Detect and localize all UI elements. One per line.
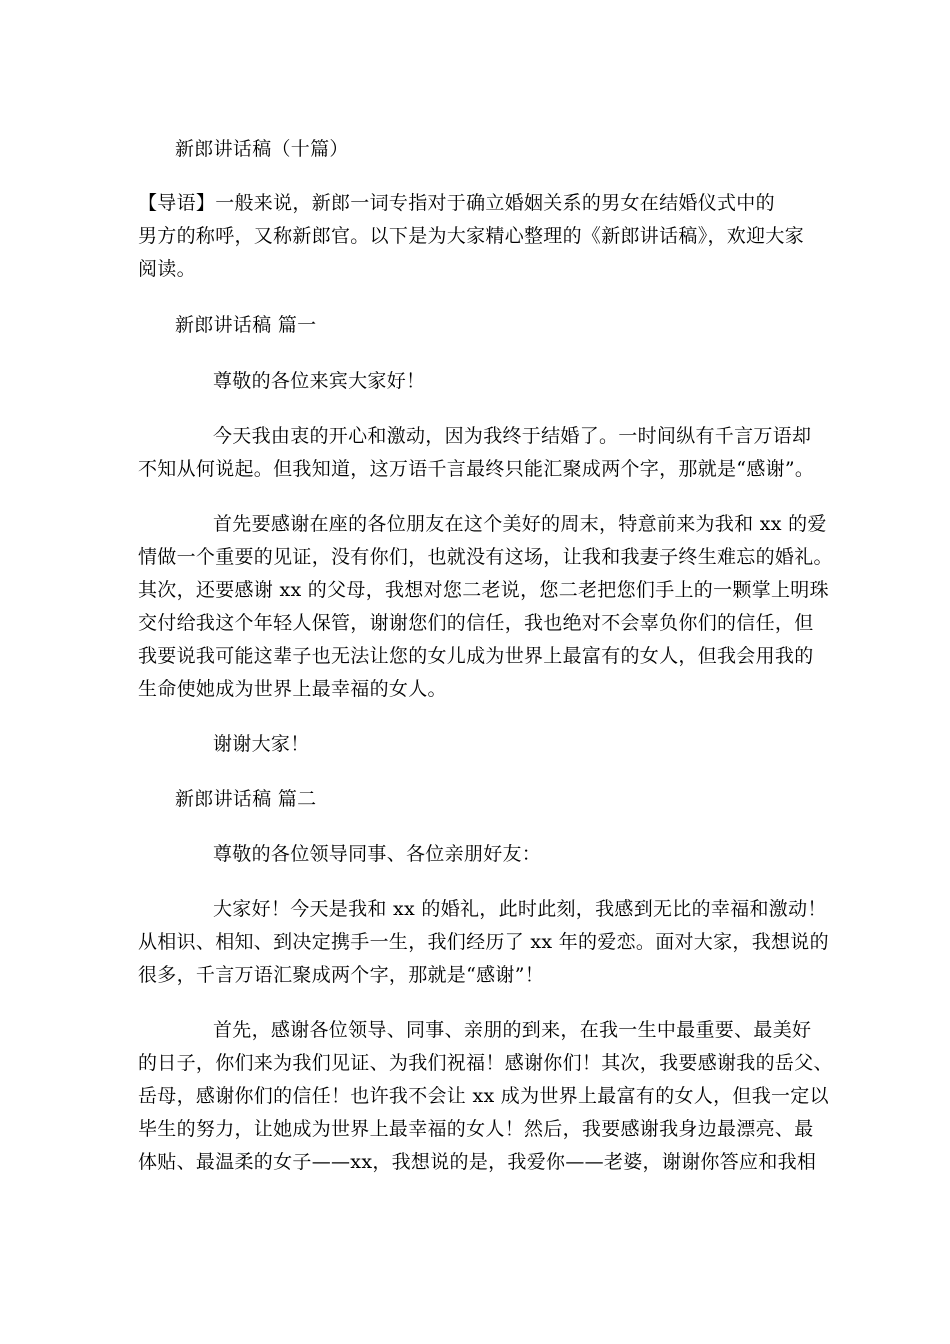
- intro-line: 阅读。: [138, 258, 196, 280]
- paragraph-line: 大家好！今天是我和 xx 的婚礼，此时此刻，我感到无比的幸福和激动！: [213, 898, 827, 920]
- paragraph-line: 情做一个重要的见证，没有你们，也就没有这场，让我和我妻子终生难忘的婚礼。: [138, 546, 833, 568]
- document-title: 新郎讲话稿（十篇）: [175, 138, 349, 160]
- paragraph-line: 我要说我可能这辈子也无法让您的女儿成为世界上最富有的女人，但我会用我的: [138, 645, 814, 667]
- paragraph-line: 很多，千言万语汇聚成两个字，那就是“感谢”！: [138, 964, 545, 986]
- paragraph-line: 首先要感谢在座的各位朋友在这个美好的周末，特意前来为我和 xx 的爱: [213, 513, 827, 535]
- paragraph-line: 交付给我这个年轻人保管，谢谢您们的信任，我也绝对不会辜负你们的信任，但: [138, 612, 814, 634]
- paragraph-line: 其次，还要感谢 xx 的父母，我想对您二老说，您二老把您们手上的一颗掌上明珠: [138, 579, 829, 601]
- intro-line: 男方的称呼，又称新郎官。以下是为大家精心整理的《新郎讲话稿》，欢迎大家: [138, 225, 805, 247]
- paragraph-line: 的日子，你们来为我们见证、为我们祝福！感谢你们！其次，我要感谢我的岳父、: [138, 1052, 833, 1074]
- paragraph-line: 从相识、相知、到决定携手一生，我们经历了 xx 年的爱恋。面对大家，我想说的: [138, 931, 829, 953]
- section-heading-1: 新郎讲话稿 篇一: [175, 314, 317, 336]
- paragraph-line: 不知从何说起。但我知道，这万语千言最终只能汇聚成两个字，那就是“感谢”。: [138, 458, 815, 480]
- paragraph-line: 首先，感谢各位领导、同事、亲朋的到来，在我一生中最重要、最美好: [213, 1019, 812, 1041]
- intro-line: 【导语】一般来说，新郎一词专指对于确立婚姻关系的男女在结婚仪式中的: [138, 192, 775, 214]
- paragraph-line: 今天我由衷的开心和激动，因为我终于结婚了。一时间纵有千言万语却: [213, 425, 812, 447]
- closing-1: 谢谢大家！: [213, 733, 310, 755]
- paragraph-line: 岳母，感谢你们的信任！也许我不会让 xx 成为世界上最富有的女人，但我一定以: [138, 1085, 829, 1107]
- paragraph-line: 生命使她成为世界上最幸福的女人。: [138, 678, 447, 700]
- greeting-2: 尊敬的各位领导同事、各位亲朋好友：: [213, 843, 542, 865]
- paragraph-line: 毕生的努力，让她成为世界上最幸福的女人！然后，我要感谢我身边最漂亮、最: [138, 1118, 814, 1140]
- greeting-1: 尊敬的各位来宾大家好！: [213, 370, 426, 392]
- section-heading-2: 新郎讲话稿 篇二: [175, 788, 317, 810]
- paragraph-line: 体贴、最温柔的女子——xx，我想说的是，我爱你——老婆，谢谢你答应和我相: [138, 1151, 817, 1173]
